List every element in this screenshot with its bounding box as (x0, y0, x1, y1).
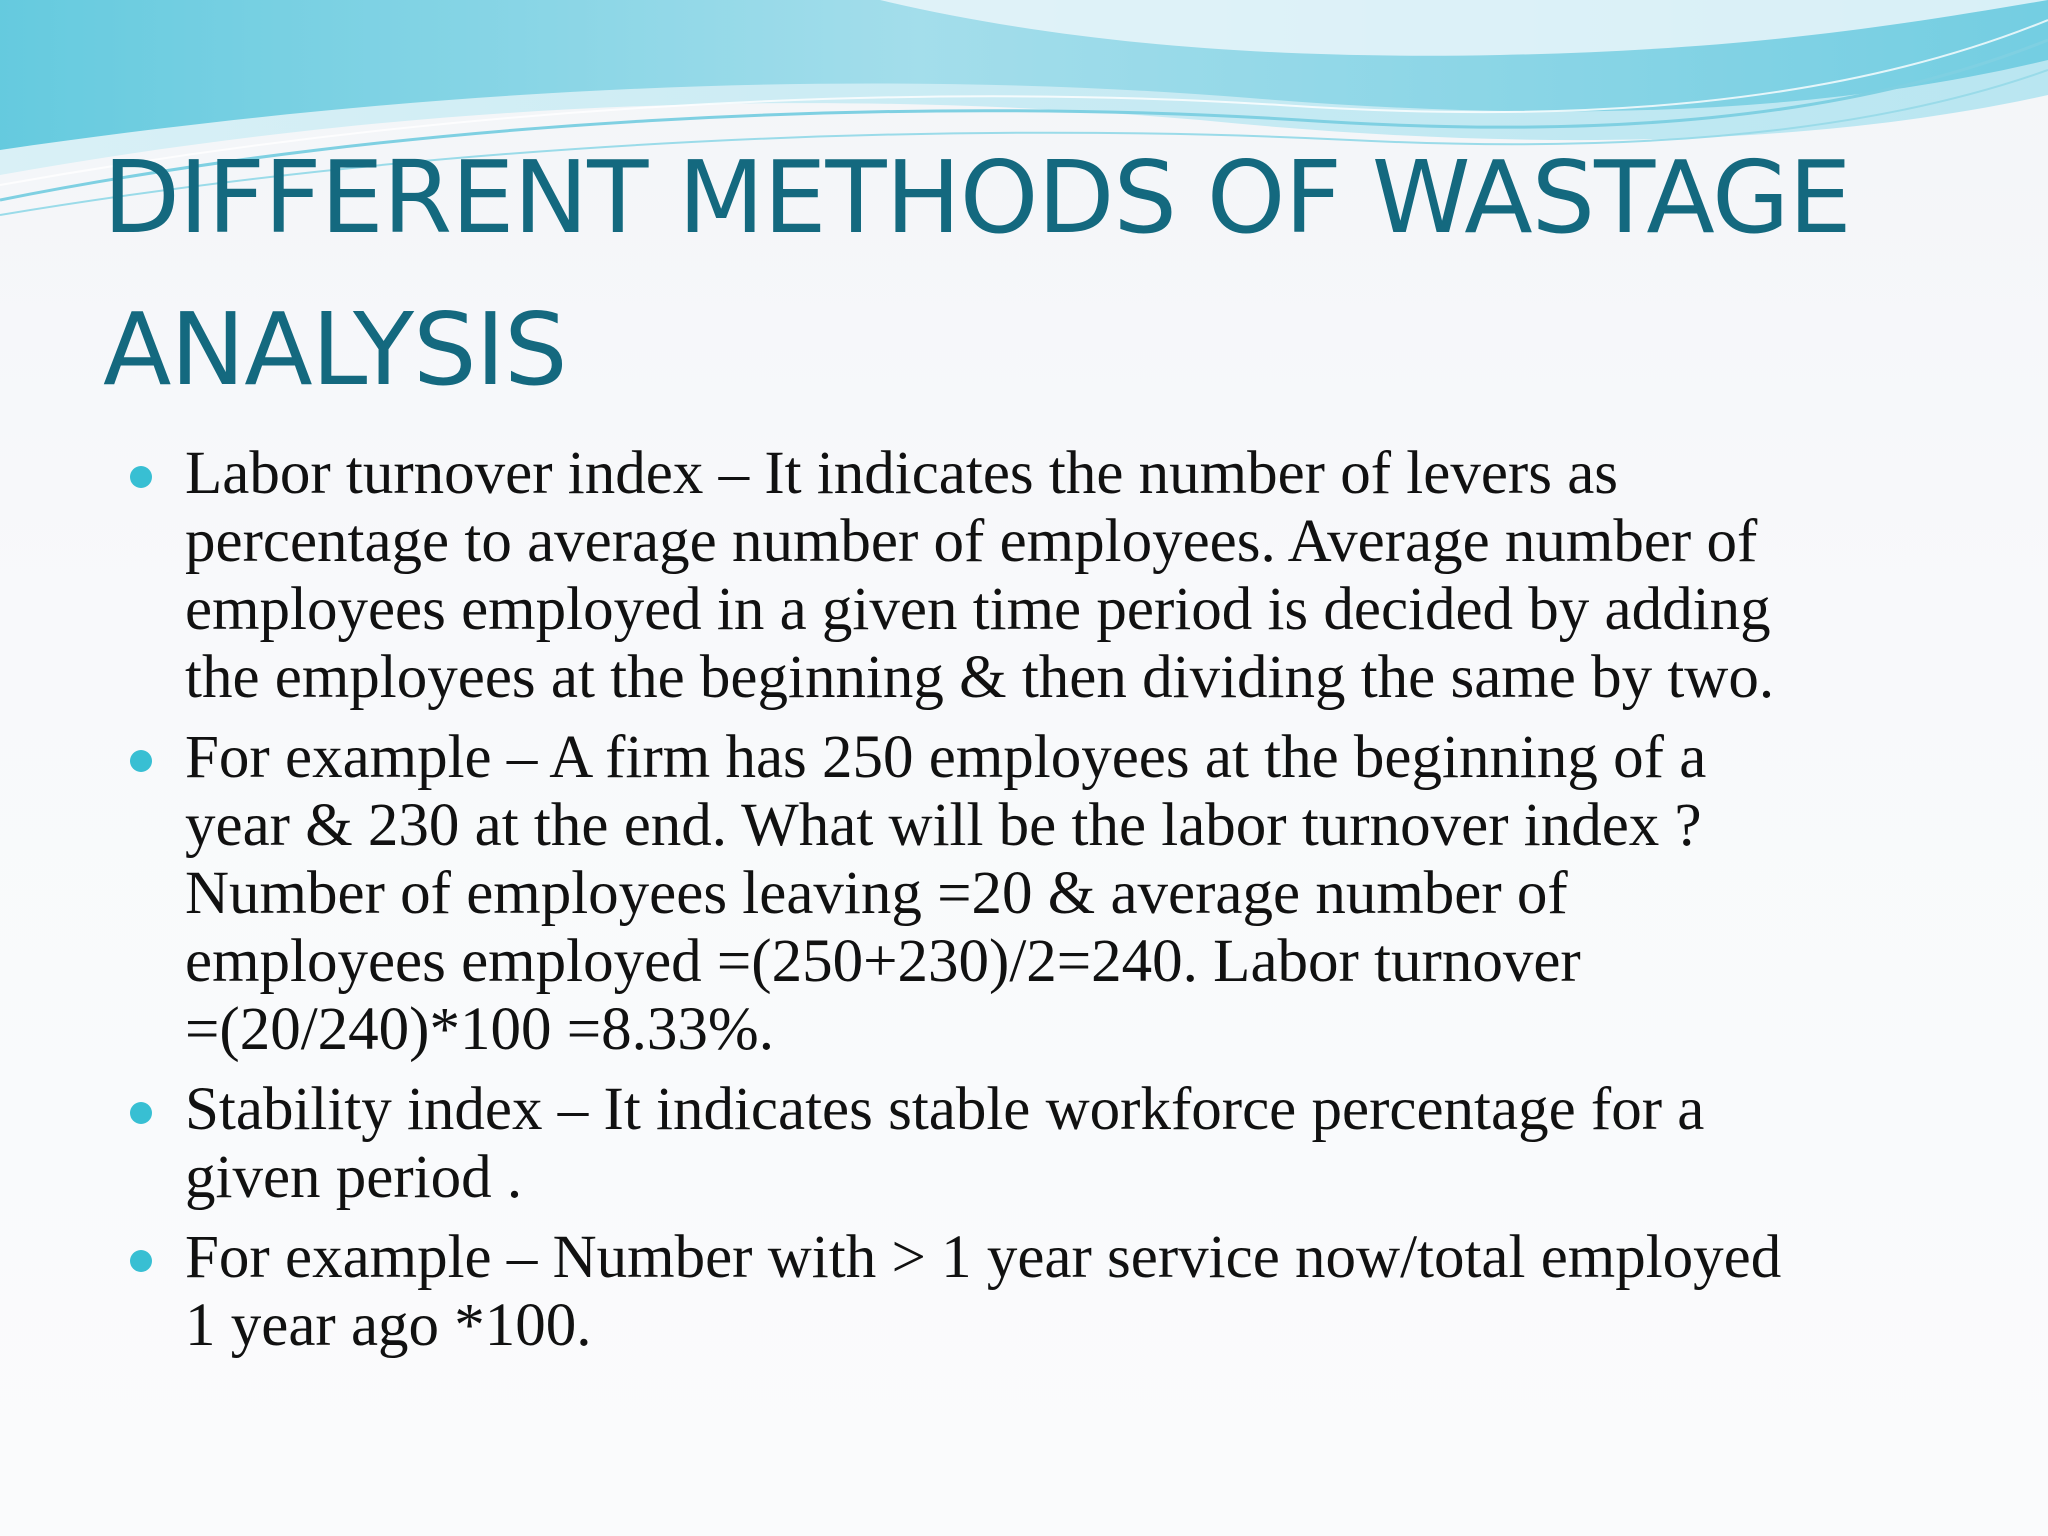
list-item (130, 1076, 1950, 1212)
bullet-dot-icon (130, 750, 152, 772)
slide-title: DIFFERENT METHODS OF WASTAGE ANALYSIS (103, 139, 1851, 408)
bullet-text: Stability index – It indicates stable workforce percentage for a given period . (185, 1076, 1705, 1211)
list-item (130, 440, 1950, 712)
bullet-text: For example – Number with > 1 year service now/total employed 1 year ago *100. (185, 1224, 1782, 1359)
list-item (130, 1224, 1950, 1360)
bullet-dot-icon (130, 1250, 152, 1272)
list-item (130, 724, 1950, 1064)
bullet-dot-icon (130, 466, 152, 488)
bullet-text: Labor turnover index – It indicates the number of levers as percentage to average number of employees. Average number of employees employed in a given time period is decided by adding the employees at the beginning & then dividing the same by two. (185, 440, 1775, 711)
bullet-list (130, 440, 1950, 1372)
bullet-dot-icon (130, 1102, 152, 1124)
bullet-text: For example – A firm has 250 employees at the beginning of a year & 230 at the end. What will be the labor turnover index ? Number of employees leaving =20 & average number of employees employed =(250+230)/2=240. Labor turnover =(20/240)*100 =8.33%. (185, 724, 1707, 1063)
